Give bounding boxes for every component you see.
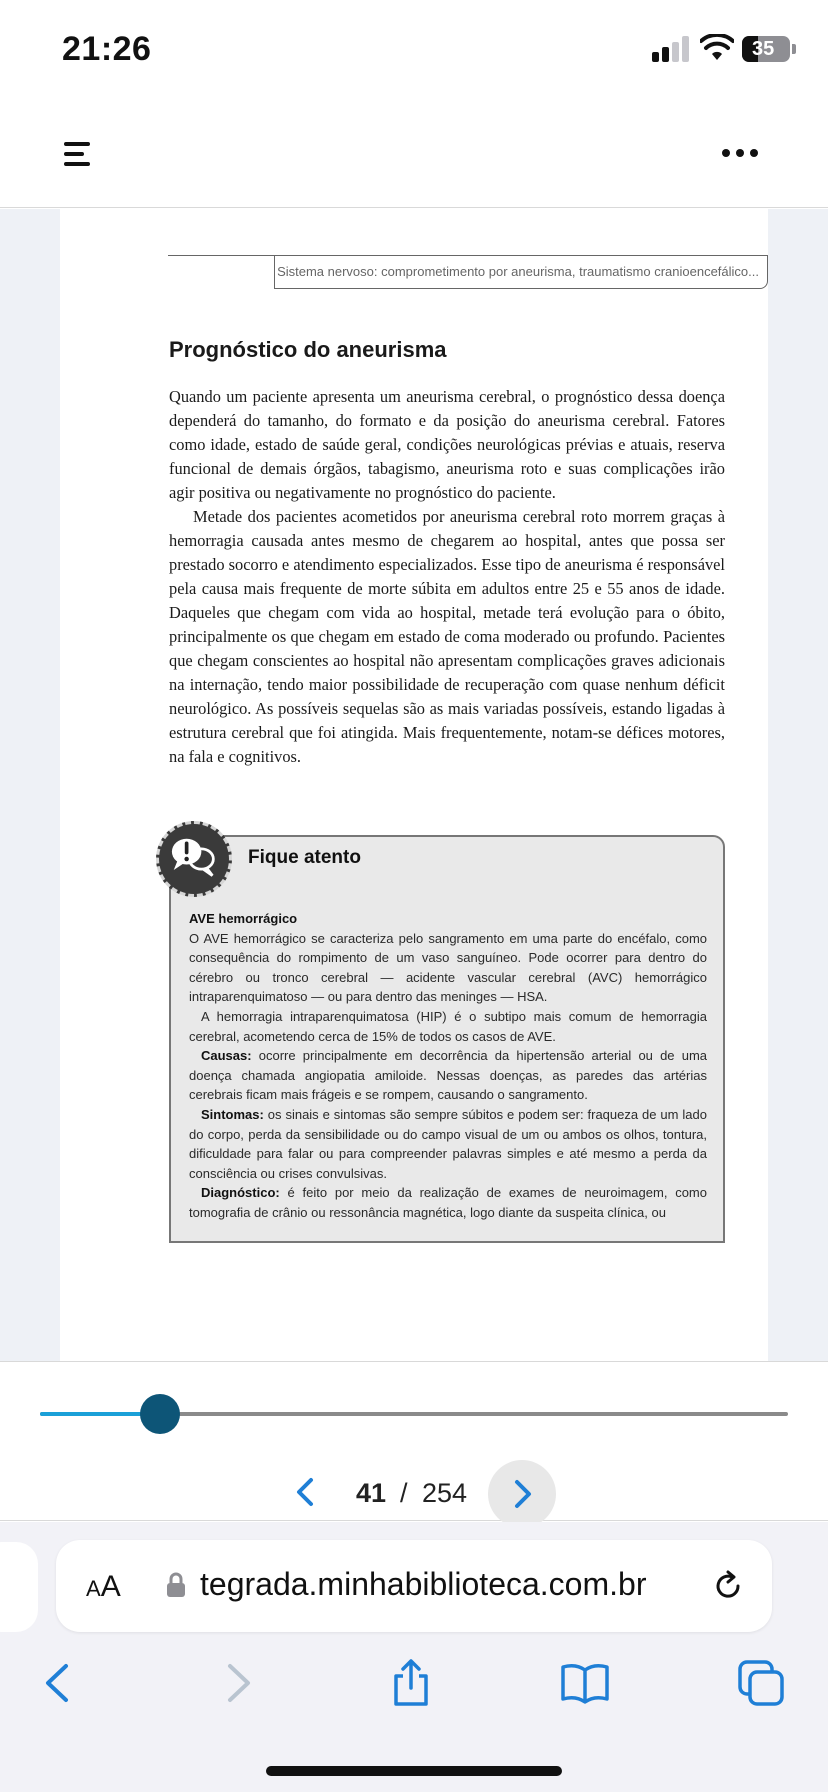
forward-icon[interactable] — [212, 1658, 262, 1708]
callout-paragraph — [189, 1183, 707, 1222]
book-viewer[interactable] — [0, 209, 828, 1361]
callout-paragraph — [189, 1105, 707, 1183]
diagnosis-label: Diagnóstico: — [201, 1185, 280, 1201]
status-time: 21:26 — [62, 30, 152, 68]
lock-icon — [166, 1572, 186, 1598]
home-indicator[interactable] — [266, 1766, 562, 1776]
share-icon[interactable] — [386, 1658, 436, 1708]
current-page-number[interactable]: 41 — [356, 1478, 387, 1508]
page-navigation — [0, 1361, 828, 1521]
paragraph: Metade dos pacientes acometidos por aneurisma cerebral roto morrem graças à hemorragia causada antes mesmo de chegarem ao hospital, antes que possa ser prestado socorro e atendimento especializados. Esse tipo de aneurisma é responsável pela causa mais frequente de morte súbita em adultos entre 25 e 55 anos de idade. Daqueles que chegam com vida ao hospital, metade terá evolução para o óbito, principalmente os que chegam em estado de coma moderado ou profundo. Pacientes que chegam conscientes ao hospital não apresentam complicações graves adicionais na internação, tendo maior possibilidade de recuperação com quase nenhum déficit neurológico. As possíveis sequelas são as mais variadas possíveis, estando ligadas à estrutura cerebral que foi atingida. Mais frequentemente, notam-se défices motores, na fala e cognitivos. — [169, 507, 725, 766]
symptoms-label: Sintomas: — [201, 1106, 264, 1122]
more-options-icon[interactable] — [722, 146, 762, 160]
callout-paragraph: O AVE hemorrágico se caracteriza pelo sangramento em uma parte do encéfalo, como consequência do rompimento de um vaso sanguíneo. Pode ocorrer para dentro do cérebro ou tronco cerebral — acidente vascular cerebral (AVC) hemorrágico intraparenquimatoso — ou para dentro das meninges — HSA. — [189, 930, 707, 1005]
callout-paragraph: A hemorragia intraparenquimatosa (HIP) é o subtipo mais comum de hemorragia cerebral, acometendo cerca de 15% de todos os casos de AVE. — [189, 1008, 707, 1044]
battery-tip — [792, 44, 796, 54]
back-icon[interactable] — [34, 1658, 84, 1708]
reader-toolbar — [0, 100, 828, 208]
callout-title: Fique atento — [248, 847, 361, 868]
page-separator: / — [400, 1478, 408, 1508]
cellular-signal-icon — [652, 36, 692, 62]
body-text — [169, 385, 725, 769]
chevron-right-icon — [488, 1460, 556, 1528]
tabs-icon[interactable] — [736, 1658, 786, 1708]
menu-icon[interactable] — [64, 140, 94, 168]
page-slider[interactable] — [40, 1412, 788, 1416]
wifi-icon — [700, 34, 734, 62]
callout-body — [189, 909, 707, 1223]
bookmarks-icon[interactable] — [560, 1658, 610, 1708]
alert-speech-bubbles-icon — [156, 821, 232, 897]
reload-icon[interactable] — [710, 1568, 746, 1604]
running-head-text: Sistema nervoso: comprometimento por aneurisma, traumatismo cranioencefálico... — [277, 264, 759, 279]
callout-paragraph — [189, 1046, 707, 1105]
total-pages: 254 — [422, 1478, 468, 1508]
causes-label: Causas: — [201, 1048, 252, 1064]
previous-tab-preview[interactable] — [0, 1542, 38, 1632]
causes-text: ocorre principalmente em decorrência da hipertensão arterial ou de uma doença chamada angiopatia amiloide. Nessas doenças, as paredes das artérias cerebrais ficam mais frágeis e se rompem, causando o sangramento. — [189, 1048, 707, 1103]
page-slider-thumb[interactable] — [140, 1394, 180, 1434]
previous-page-button[interactable] — [288, 1474, 324, 1510]
status-bar — [0, 0, 828, 100]
symptoms-text: os sinais e sintomas são sempre súbitos e podem ser: fraqueza de um lado do corpo, perda da sensibilidade ou do campo visual de um ou ambos os olhos, tontura, dificuldade para falar ou para compreender palavras simples e até mesmo a perda da consciência ou crises convulsivas. — [189, 1106, 707, 1181]
battery-icon — [742, 36, 790, 62]
reader-aa-button[interactable]: AA — [86, 1570, 121, 1603]
running-head — [168, 255, 768, 291]
section-title: Prognóstico do aneurisma — [169, 337, 447, 362]
paragraph: Quando um paciente apresenta um aneurisma cerebral, o prognóstico dessa doença dependerá do tamanho, do formato e da posição do aneurisma cerebral. Fatores como idade, estado de saúde geral, condições neurológicas prévias e atuais, reserva funcional de demais órgãos, tabagismo, aneurisma roto e suas complicações irão agir positiva ou negativamente no prognóstico do paciente. — [169, 387, 725, 502]
url-text[interactable]: tegrada.minhabiblioteca.com.br — [200, 1566, 647, 1602]
callout-subheading: AVE hemorrágico — [189, 911, 298, 926]
book-page — [60, 209, 768, 1361]
browser-toolbar — [0, 1522, 828, 1792]
battery-level: 35 — [752, 37, 775, 60]
address-bar[interactable] — [56, 1540, 772, 1632]
next-page-button[interactable] — [488, 1460, 556, 1528]
diagnosis-text: é feito por meio da realização de exames de neuroimagem, como tomografia de crânio ou ressonância magnética, logo diante da suspeita clínica, ou — [189, 1185, 707, 1220]
